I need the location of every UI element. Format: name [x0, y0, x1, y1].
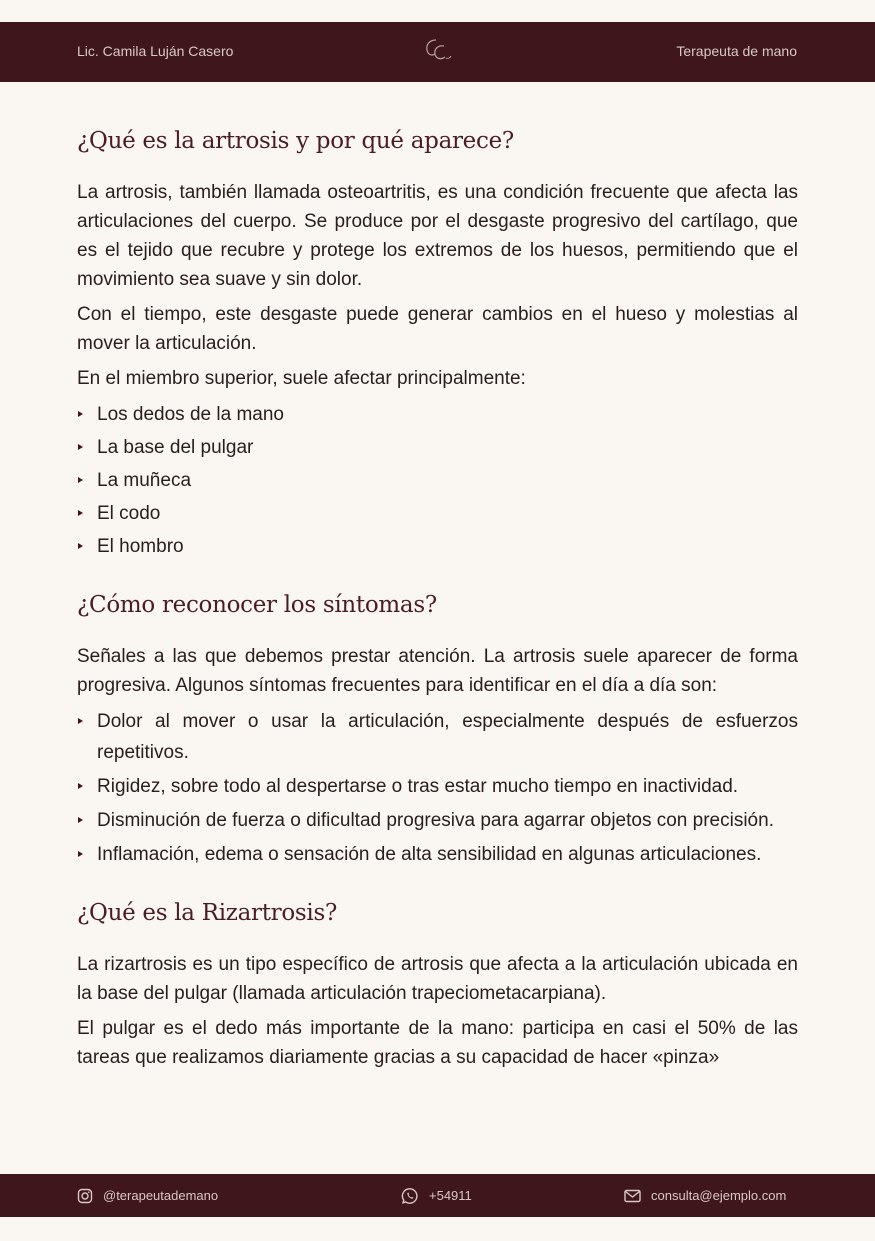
- list-item: El hombro: [77, 531, 798, 562]
- list-item: Disminución de fuerza o dificultad progresiva para agarrar objetos con precisión.: [77, 805, 798, 836]
- section-rizartrosis: [77, 900, 798, 1072]
- page-footer: [0, 1174, 875, 1217]
- triangle-bullet-icon: [78, 718, 83, 724]
- triangle-bullet-icon: [78, 783, 83, 789]
- paragraph: Señales a las que debemos prestar atención. La artrosis suele aparecer de forma progresiva. Algunos síntomas frecuentes para identificar en el día a día son:: [77, 646, 798, 696]
- triangle-bullet-icon: [78, 411, 83, 417]
- email-contact[interactable]: [624, 1174, 786, 1217]
- whatsapp-icon: [401, 1187, 419, 1205]
- list-item: La base del pulgar: [77, 432, 798, 463]
- whatsapp-number: +54911: [429, 1188, 472, 1203]
- paragraph: Con el tiempo, este desgaste puede generar cambios en el hueso y molestias al mover la articulación.: [77, 304, 798, 354]
- triangle-bullet-icon: [78, 817, 83, 823]
- affected-joints-list: [77, 399, 798, 562]
- page-header: [0, 22, 875, 82]
- email-address: consulta@ejemplo.com: [651, 1188, 787, 1203]
- triangle-bullet-icon: [78, 543, 83, 549]
- list-item: El codo: [77, 498, 798, 529]
- section-artrosis: [77, 128, 798, 562]
- professional-role: Terapeuta de mano: [676, 43, 797, 59]
- section-title: ¿Cómo reconocer los síntomas?: [77, 592, 437, 618]
- main-content: [77, 128, 798, 1102]
- instagram-handle: @terapeutademano: [103, 1188, 219, 1203]
- paragraph: La rizartrosis es un tipo específico de artrosis que afecta a la articulación ubicada en la base del pulgar (llamada articulación trapeciometacarpiana).: [77, 954, 798, 1004]
- paragraph: La artrosis, también llamada osteoartritis, es una condición frecuente que afecta las articulaciones del cuerpo. Se produce por el desgaste progresivo del cartílago, que es el tejido que recubre y protege los extremos de los huesos, permitiendo que el movimiento sea suave y sin dolor.: [77, 182, 798, 290]
- section-sintomas: [77, 592, 798, 870]
- triangle-bullet-icon: [78, 510, 83, 516]
- section-title: ¿Qué es la Rizartrosis?: [77, 900, 338, 926]
- section-title: ¿Qué es la artrosis y por qué aparece?: [77, 128, 514, 154]
- whatsapp-contact[interactable]: [401, 1174, 472, 1217]
- triangle-bullet-icon: [78, 851, 83, 857]
- instagram-contact[interactable]: [77, 1174, 218, 1217]
- author-name: Lic. Camila Luján Casero: [77, 43, 234, 59]
- list-item: Los dedos de la mano: [77, 399, 798, 430]
- paragraph: En el miembro superior, suele afectar principalmente:: [77, 368, 526, 389]
- list-item: Dolor al mover o usar la articulación, especialmente después de esfuerzos repetitivos.: [77, 706, 798, 768]
- list-item: La muñeca: [77, 465, 798, 496]
- instagram-icon: [77, 1188, 93, 1204]
- triangle-bullet-icon: [78, 477, 83, 483]
- cc-monogram-icon: [420, 34, 456, 68]
- list-item: Rigidez, sobre todo al despertarse o tras estar mucho tiempo en inactividad.: [77, 771, 798, 802]
- triangle-bullet-icon: [78, 444, 83, 450]
- paragraph: El pulgar es el dedo más importante de la mano: participa en casi el 50% de las tareas que realizamos diariamente gracias a su capacidad de hacer «pinza»: [77, 1018, 798, 1068]
- mail-icon: [624, 1189, 641, 1203]
- symptoms-list: [77, 706, 798, 870]
- list-item: Inflamación, edema o sensación de alta sensibilidad en algunas articulaciones.: [77, 839, 798, 870]
